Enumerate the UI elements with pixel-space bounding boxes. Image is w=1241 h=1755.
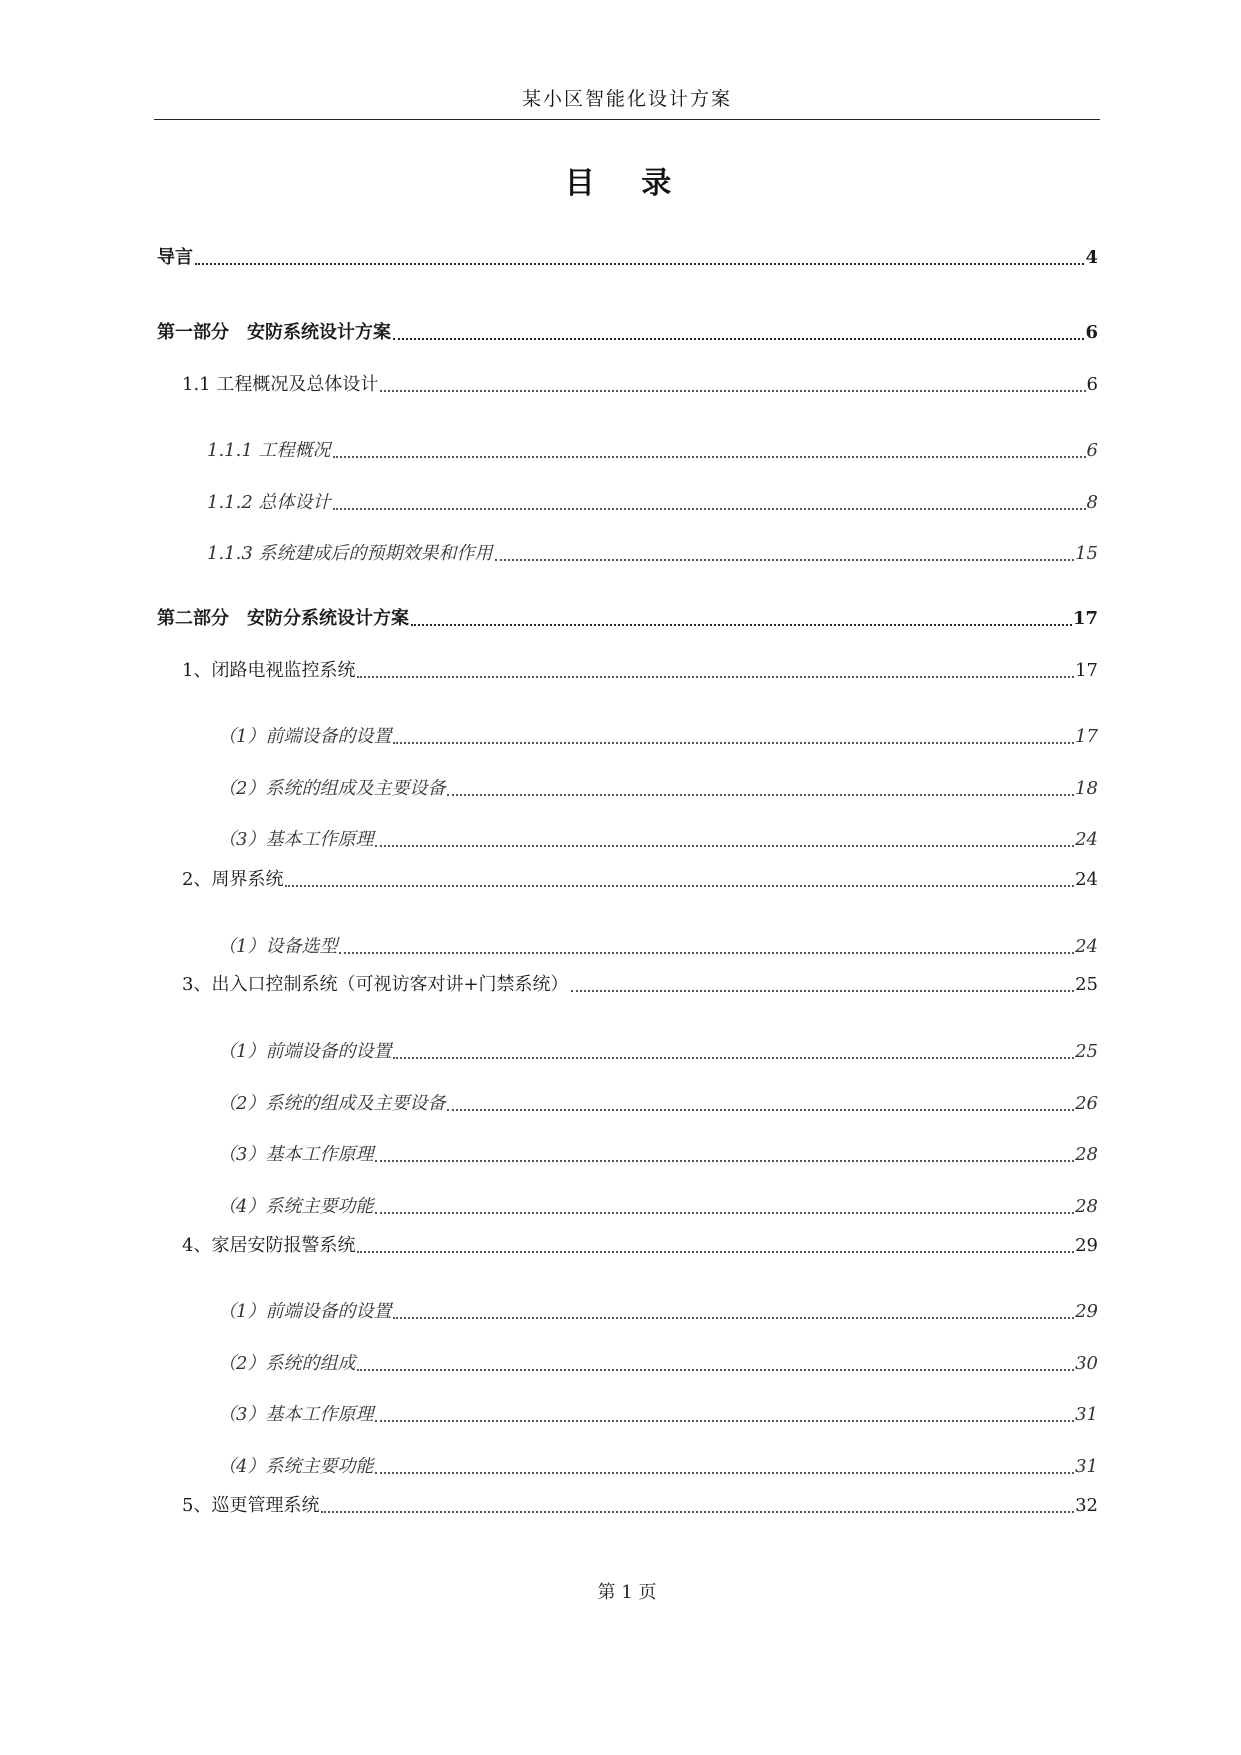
toc-page-number: 6	[1086, 374, 1098, 395]
toc-entry-text: （3）基本工作原理	[218, 1144, 374, 1165]
toc-entry-text: （2）系统的组成及主要设备	[218, 778, 446, 799]
toc-page-number: 17	[1072, 608, 1098, 629]
toc-entry-part-one[interactable]	[157, 319, 1098, 347]
toc-page-number: 31	[1075, 1456, 1098, 1477]
toc-entry-cctv-frontend[interactable]	[218, 723, 1098, 751]
toc-entry-text: （4）系统主要功能	[218, 1456, 374, 1477]
toc-page-number: 25	[1075, 1041, 1098, 1062]
toc-page-number: 8	[1086, 492, 1098, 513]
toc-entry-cctv-system[interactable]	[182, 657, 1098, 685]
toc-entry-text: （1）设备选型	[218, 936, 338, 957]
toc-entry-alarm-frontend[interactable]	[218, 1298, 1098, 1326]
toc-entry-home-alarm-system[interactable]	[182, 1232, 1098, 1260]
dot-leader	[393, 742, 1074, 744]
toc-entry-text: 1.1.3 系统建成后的预期效果和作用	[207, 543, 493, 564]
toc-entry-patrol-system[interactable]	[182, 1492, 1098, 1520]
dot-leader	[357, 1251, 1074, 1253]
toc-page-number: 6	[1085, 322, 1098, 343]
toc-page-number: 17	[1075, 660, 1098, 681]
toc-entry-text: 1.1 工程概况及总体设计	[182, 374, 379, 395]
dot-leader	[357, 676, 1074, 678]
toc-entry-alarm-composition[interactable]	[218, 1350, 1098, 1378]
dot-leader	[357, 1369, 1074, 1371]
toc-entry-text: 5、巡更管理系统	[182, 1495, 320, 1516]
dot-leader	[495, 559, 1075, 561]
toc-entry-introduction[interactable]	[157, 244, 1098, 272]
dot-leader	[393, 1317, 1074, 1319]
toc-entry-text: 第一部分 安防系统设计方案	[157, 322, 391, 343]
toc-entry-text: 1.1.2 总体设计	[207, 492, 331, 513]
toc-entry-text: （1）前端设备的设置	[218, 1301, 392, 1322]
toc-page-number: 17	[1075, 726, 1098, 747]
toc-entry-1-1[interactable]	[182, 371, 1098, 399]
dot-leader	[393, 338, 1084, 340]
toc-page-number: 28	[1075, 1144, 1098, 1165]
toc-title: 目 录	[564, 166, 690, 201]
dot-leader	[447, 1109, 1074, 1111]
toc-page-number: 28	[1075, 1196, 1098, 1217]
toc-entry-text: 2、周界系统	[182, 869, 284, 890]
running-header: 某小区智能化设计方案	[521, 88, 732, 110]
toc-entry-access-control-system[interactable]	[182, 971, 1098, 999]
toc-page-number: 26	[1075, 1093, 1098, 1114]
dot-leader	[393, 1057, 1074, 1059]
toc-entry-access-functions[interactable]	[218, 1193, 1098, 1221]
toc-entry-text: （1）前端设备的设置	[218, 1041, 392, 1062]
toc-page-number: 31	[1075, 1404, 1098, 1425]
toc-entry-1-1-2[interactable]	[207, 489, 1098, 517]
toc-entry-access-frontend[interactable]	[218, 1038, 1098, 1066]
dot-leader	[375, 1420, 1074, 1422]
toc-entry-text: （1）前端设备的设置	[218, 726, 392, 747]
toc-entry-access-composition[interactable]	[218, 1090, 1098, 1118]
dot-leader	[333, 508, 1086, 510]
toc-page-number: 24	[1075, 829, 1098, 850]
dot-leader	[380, 390, 1085, 392]
toc-entry-cctv-composition[interactable]	[218, 775, 1098, 803]
dot-leader	[375, 1472, 1074, 1474]
toc-entry-perimeter-system[interactable]	[182, 866, 1098, 894]
toc-entry-alarm-functions[interactable]	[218, 1453, 1098, 1481]
toc-entry-text: 1.1.1 工程概况	[207, 440, 331, 461]
toc-page-number: 18	[1075, 778, 1098, 799]
dot-leader	[333, 456, 1086, 458]
toc-page-number: 25	[1075, 974, 1098, 995]
toc-entry-alarm-principle[interactable]	[218, 1401, 1098, 1429]
toc-page-number: 30	[1075, 1353, 1098, 1374]
dot-leader	[339, 952, 1074, 954]
dot-leader	[447, 794, 1074, 796]
toc-entry-text: 4、家居安防报警系统	[182, 1235, 356, 1256]
toc-entry-1-1-3[interactable]	[207, 540, 1098, 568]
dot-leader	[285, 885, 1074, 887]
toc-entry-text: 1、闭路电视监控系统	[182, 660, 356, 681]
toc-page-number: 32	[1075, 1495, 1098, 1516]
toc-page-number: 6	[1086, 440, 1098, 461]
toc-page-number: 29	[1075, 1235, 1098, 1256]
dot-leader	[375, 1212, 1074, 1214]
toc-entry-text: （2）系统的组成	[218, 1353, 356, 1374]
toc-entry-text: （4）系统主要功能	[218, 1196, 374, 1217]
toc-page-number: 24	[1075, 936, 1098, 957]
dot-leader	[411, 624, 1072, 626]
toc-page-number: 4	[1085, 247, 1098, 268]
toc-entry-text: 第二部分 安防分系统设计方案	[157, 608, 409, 629]
toc-entry-perimeter-equipment[interactable]	[218, 933, 1098, 961]
dot-leader	[375, 845, 1074, 847]
page-footer: 第 1 页	[597, 1582, 657, 1603]
toc-page-number: 15	[1075, 543, 1098, 564]
toc-entry-text: （2）系统的组成及主要设备	[218, 1093, 446, 1114]
dot-leader	[375, 1160, 1074, 1162]
toc-entry-part-two[interactable]	[157, 605, 1098, 633]
toc-entry-text: （3）基本工作原理	[218, 1404, 374, 1425]
toc-entry-text: 导言	[157, 247, 193, 268]
header-rule	[154, 119, 1100, 120]
toc-entry-cctv-principle[interactable]	[218, 826, 1098, 854]
dot-leader	[195, 263, 1084, 265]
toc-page-number: 29	[1075, 1301, 1098, 1322]
toc-entry-text: 3、出入口控制系统（可视访客对讲+门禁系统）	[182, 974, 569, 995]
toc-entry-access-principle[interactable]	[218, 1141, 1098, 1169]
dot-leader	[321, 1511, 1074, 1513]
toc-page-number: 24	[1075, 869, 1098, 890]
toc-entry-1-1-1[interactable]	[207, 437, 1098, 465]
dot-leader	[571, 990, 1075, 992]
toc-entry-text: （3）基本工作原理	[218, 829, 374, 850]
